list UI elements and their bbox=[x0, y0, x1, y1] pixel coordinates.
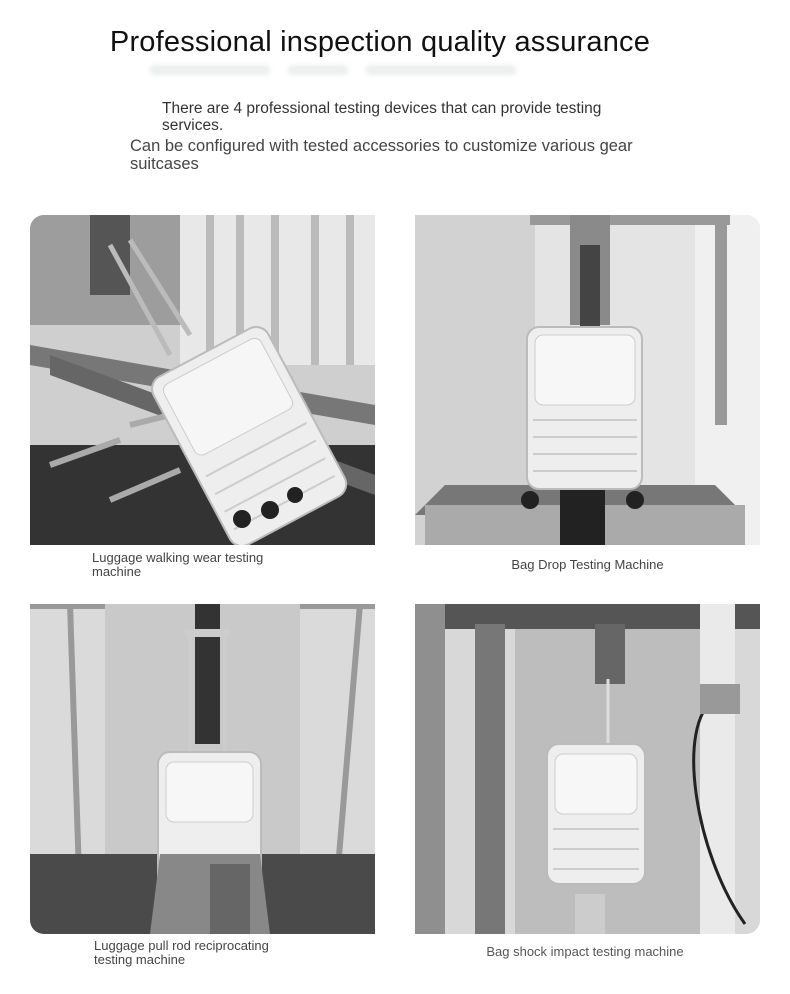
caption-pull-rod: Luggage pull rod reciprocating testing machine bbox=[94, 938, 269, 967]
page-title: Professional inspection quality assurance bbox=[109, 26, 651, 58]
luggage-walking-photo bbox=[30, 215, 375, 545]
shock-impact-photo bbox=[415, 604, 760, 934]
caption-walking-wear: Luggage walking wear testing machine bbox=[92, 550, 264, 579]
intro-text-accessories: Can be configured with tested accessories to customize various gear suitcases bbox=[130, 137, 633, 173]
intro-text-devices: There are 4 professional testing devices that can provide testing services. bbox=[162, 100, 602, 134]
bag-drop-photo bbox=[415, 215, 760, 545]
faded-background-text bbox=[150, 62, 650, 86]
pull-rod-photo bbox=[30, 604, 375, 934]
caption-shock-impact: Bag shock impact testing machine bbox=[486, 944, 684, 959]
caption-bag-drop: Bag Drop Testing Machine bbox=[511, 557, 664, 572]
